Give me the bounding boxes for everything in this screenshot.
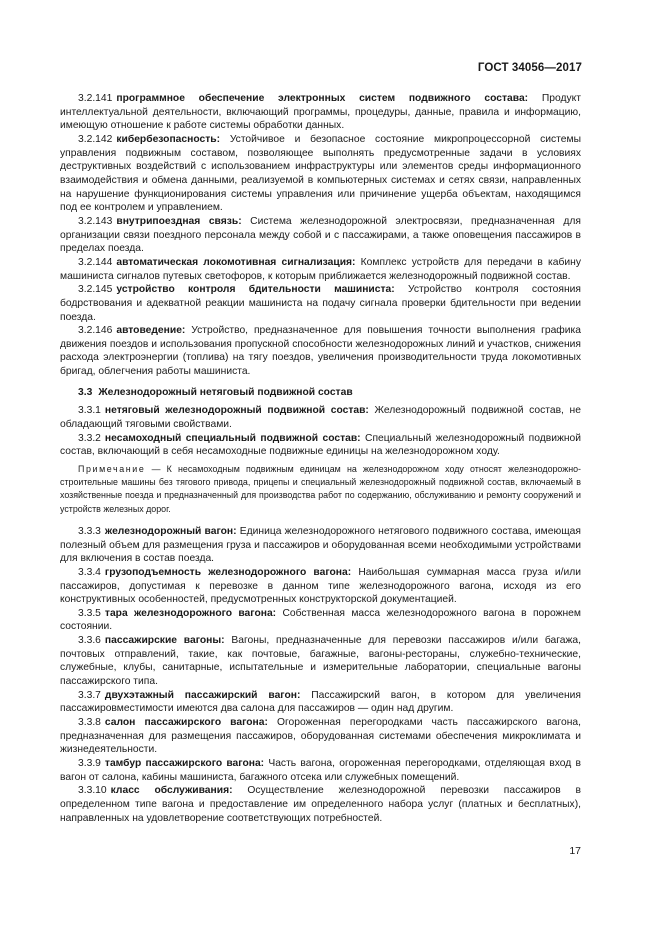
term-number: 3.3.6 [78, 635, 101, 647]
note [60, 463, 581, 516]
term-definition: Специальный железнодорожный подвижной состав, включающий в себя несамоходные подвижные единицы на железнодорожном ходу. [60, 432, 581, 458]
term-number: 3.3.1 [78, 405, 101, 417]
term-entry [60, 757, 581, 784]
term-entry [60, 432, 581, 459]
document-body [60, 92, 581, 825]
section-title: Железнодорожный нетяговый подвижной состав [98, 386, 353, 398]
term-number: 3.2.142 [78, 133, 113, 145]
note-label: Примечание [78, 464, 146, 475]
term-definition: Пассажирский вагон, в котором для увеличения пассажировместимости имеются два салона для пассажиров — один над другим. [60, 689, 581, 715]
section-heading [60, 386, 581, 400]
term-name: тамбур пассажирского вагона: [104, 758, 265, 770]
term-name: класс обслуживания: [110, 785, 233, 797]
term-entry [60, 92, 581, 133]
term-number: 3.2.144 [78, 256, 113, 268]
term-definition: Устройство, предназначенное для повышения точности выполнения графика движения поездов и использования пропускной способности железнодорожных линий и участков, снижения расхода электроэнергии (топлива) на тягу поездов, увеличения производительности труда локомотивных бригад, облегчения работы машиниста. [60, 325, 581, 378]
term-definition: Система железнодорожной электросвязи, предназначенная для организации связи поездного персонала между собой и с пассажирами, а также оповещения пассажиров в пределах поезда. [60, 215, 581, 255]
term-definition: Единица железнодорожного нетягового подвижного состава, имеющая полезный объем для размещения груза и пассажиров и оборудованная всеми необходимыми устройствами для включения в состав поезда. [60, 525, 581, 565]
term-name: автоматическая локомотивная сигнализация: [116, 256, 356, 268]
term-definition: Железнодорожный подвижной состав, не обладающий тяговыми свойствами. [60, 405, 581, 431]
term-definition: Устройство контроля состояния бодрствования и адекватной реакции машиниста на подачу сигнала проверки бдительности при ведении поезда. [60, 284, 581, 323]
term-definition: Продукт интеллектуальной деятельности, включающий программы, процедуры, данные, правила и информацию, имеющую отношение к работе системы обработки данных. [60, 93, 581, 132]
term-number: 3.2.146 [78, 325, 113, 337]
term-name: кибербезопасность: [116, 133, 221, 145]
term-entry [60, 324, 581, 379]
term-name: салон пассажирского вагона: [104, 717, 268, 729]
term-entry [60, 525, 581, 566]
section-number: 3.3 [78, 386, 93, 398]
term-number: 3.3.2 [78, 432, 101, 444]
term-number: 3.3.10 [78, 785, 107, 797]
term-name: нетяговый железнодорожный подвижной состав: [104, 405, 369, 417]
term-number: 3.3.9 [78, 758, 101, 770]
term-entry [60, 283, 581, 324]
term-number: 3.3.7 [78, 689, 101, 701]
term-name: несамоходный специальный подвижной состав: [104, 432, 361, 444]
term-number: 3.3.4 [78, 566, 101, 578]
note-text: — К несамоходным подвижным единицам на железнодорожном ходу относят железнодорожно-строительные машины без тягового привода, прицепы и специальный железнодорожный подвижной состав, включаемый в хозяйственные поезда и предназначенный для производства работ по содержанию, обслуживанию и ремонту сооружений и устройств железных дорог. [60, 464, 581, 514]
term-definition: Вагоны, предназначенные для перевозки пассажиров и/или багажа, почтовых отправлений, такие, как почтовые, багажные, вагоны-рестораны, служебно-технические, служебные, клубы, санитарные, испытательные и измерительные лаборатории, специальные вагоны пассажирского типа. [60, 635, 581, 688]
term-entry [60, 689, 581, 716]
term-name: автоведение: [116, 325, 186, 337]
term-definition: Огороженная перегородками часть пассажирского вагона, предназначенная для размещения пассажиров, оборудованная системами обеспечения микроклимата и жизнедеятельности. [60, 717, 581, 756]
term-name: пассажирские вагоны: [104, 635, 225, 647]
term-entry [60, 404, 581, 431]
term-definition: Часть вагона, огороженная перегородками, отделяющая вход в вагон от салона, кабины машиниста, багажного отсека или служебных помещений. [60, 758, 581, 783]
page-number: 17 [569, 845, 581, 857]
term-number: 3.2.143 [78, 215, 113, 227]
term-name: тара железнодорожного вагона: [104, 607, 277, 619]
term-entry [60, 716, 581, 757]
term-name: программное обеспечение электронных систем подвижного состава: [116, 93, 529, 104]
term-entry [60, 784, 581, 825]
term-entry [60, 607, 581, 634]
term-entry [60, 256, 581, 283]
term-name: устройство контроля бдительности машиниста: [116, 284, 395, 296]
term-entry [60, 634, 581, 689]
term-name: двухэтажный пассажирский вагон: [104, 689, 301, 701]
term-number: 3.3.5 [78, 607, 101, 619]
term-number: 3.3.3 [78, 525, 101, 537]
term-name: железнодорожный вагон: [104, 525, 237, 537]
term-definition: Собственная масса железнодорожного вагона в порожнем состоянии. [60, 607, 581, 633]
term-number: 3.2.145 [78, 284, 113, 296]
term-definition: Осуществление железнодорожной перевозки пассажиров в определенном типе вагона и предоставление им определенного набора услуг (платных и бесплатных), направленных на удовлетворение соответствующих потребностей. [60, 785, 581, 824]
term-number: 3.2.141 [78, 93, 113, 104]
term-number: 3.3.8 [78, 717, 101, 729]
term-name: внутрипоездная связь: [116, 215, 242, 227]
term-definition: Комплекс устройств для передачи в кабину машиниста сигналов путевых светофоров, к которым приближается железнодорожный подвижной состав. [60, 256, 581, 282]
term-definition: Устойчивое и безопасное состояние микропроцессорной системы управления подвижным составом, позволяющее выполнять предусмотренные задачи в условиях деструктивных воздействий с использованием инфраструктуры или элементов среды информационного взаимодействия и обмена данными, реализуемой в компьютерных системах и сетях связи, направленных на нарушение функционирования системы управления или причинение ущерба объектам, находящимся под ее контролем и управлением. [60, 133, 581, 214]
term-definition: Наибольшая суммарная масса груза и/или пассажиров, допустимая к перевозке в данном типе железнодорожного вагона, исходя из его конструктивных особенностей, предусмотренных конструкторской документацией. [60, 566, 581, 606]
term-name: грузоподъемность железнодорожного вагона: [104, 566, 352, 578]
term-entry [60, 133, 581, 215]
term-entry [60, 215, 581, 256]
standard-designation: ГОСТ 34056—2017 [477, 62, 582, 74]
term-entry [60, 566, 581, 607]
